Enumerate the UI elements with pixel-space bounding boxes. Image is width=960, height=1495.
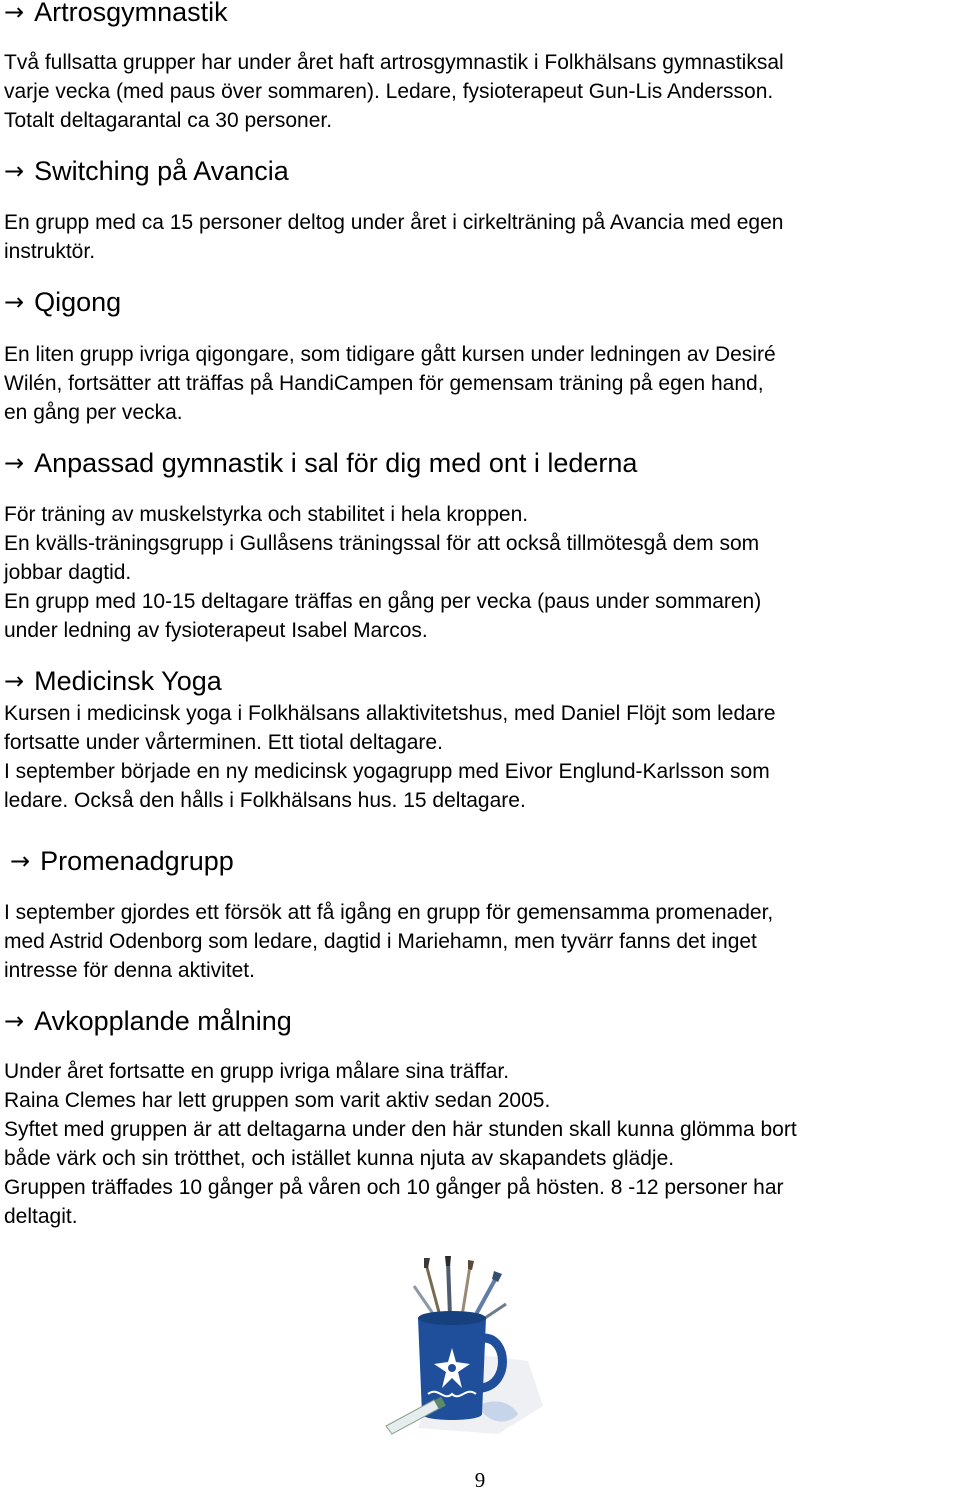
body-line: jobbar dagtid. [4, 561, 132, 584]
heading-text: Promenadgrupp [40, 846, 234, 876]
section-body-promenadgrupp [4, 898, 960, 985]
section-body-avkopplande-malning [4, 1057, 960, 1231]
section-heading-qigong [4, 286, 121, 318]
paintbrush-mug-watercolor-icon [378, 1256, 546, 1438]
arrow-right-icon: → [4, 1007, 25, 1035]
arrow-right-icon: → [4, 667, 25, 695]
body-line: intresse för denna aktivitet. [4, 959, 255, 982]
arrow-right-icon: → [4, 288, 25, 316]
body-line: Wilén, fortsätter att träffas på HandiCampen för gemensam träning på egen hand, [4, 372, 764, 395]
heading-text: Artrosgymnastik [34, 0, 228, 27]
section-body-medicinsk-yoga [4, 699, 960, 815]
heading-text: Anpassad gymnastik i sal för dig med ont i lederna [34, 448, 638, 478]
body-line: Två fullsatta grupper har under året haft artrosgymnastik i Folkhälsans gymnastiksal [4, 51, 784, 74]
body-line: För träning av muskelstyrka och stabilitet i hela kroppen. [4, 503, 529, 526]
body-line: under ledning av fysioterapeut Isabel Marcos. [4, 619, 428, 642]
section-body-switching [4, 208, 960, 266]
body-line: ledare. Också den hålls i Folkhälsans hus. 15 deltagare. [4, 789, 526, 812]
heading-text: Medicinsk Yoga [34, 666, 222, 696]
heading-text: Qigong [34, 287, 122, 317]
body-line: I september började en ny medicinsk yogagrupp med Eivor Englund-Karlsson som [4, 760, 770, 783]
section-heading-promenadgrupp [10, 845, 234, 877]
section-heading-anpassad-gymnastik [4, 447, 637, 479]
section-heading-artrosgymnastik [4, 0, 228, 28]
page-number: 9 [474, 1468, 486, 1492]
body-line: En grupp med ca 15 personer deltog under året i cirkelträning på Avancia med egen [4, 211, 784, 234]
section-heading-avkopplande-malning [4, 1005, 292, 1037]
arrow-right-icon: → [4, 0, 25, 26]
body-line: Syftet med gruppen är att deltagarna under den här stunden skall kunna glömma bort [4, 1118, 797, 1141]
body-line: varje vecka (med paus över sommaren). Ledare, fysioterapeut Gun-Lis Andersson. [4, 80, 774, 103]
body-line: Totalt deltagarantal ca 30 personer. [4, 109, 333, 132]
body-line: I september gjordes ett försök att få igång en grupp för gemensamma promenader, [4, 901, 774, 924]
heading-text: Avkopplande målning [34, 1006, 292, 1036]
body-line: instruktör. [4, 240, 96, 263]
section-body-anpassad-gymnastik [4, 500, 960, 645]
body-line: Raina Clemes har lett gruppen som varit aktiv sedan 2005. [4, 1089, 551, 1112]
body-line: en gång per vecka. [4, 401, 183, 424]
body-line: Under året fortsatte en grupp ivriga målare sina träffar. [4, 1060, 510, 1083]
arrow-right-icon: → [4, 157, 25, 185]
section-heading-medicinsk-yoga [4, 665, 222, 697]
body-line: fortsatte under vårterminen. Ett tiotal deltagare. [4, 731, 443, 754]
body-line: deltagit. [4, 1205, 78, 1228]
body-line: Kursen i medicinsk yoga i Folkhälsans allaktivitetshus, med Daniel Flöjt som ledare [4, 702, 776, 725]
body-line: Gruppen träffades 10 gånger på våren och 10 gånger på hösten. 8 -12 personer har [4, 1176, 784, 1199]
heading-text: Switching på Avancia [34, 156, 289, 186]
body-line: En liten grupp ivriga qigongare, som tidigare gått kursen under ledningen av Desiré [4, 343, 776, 366]
body-line: En kvälls-träningsgrupp i Gullåsens träningssal för att också tillmötesgå dem som [4, 532, 760, 555]
body-line: med Astrid Odenborg som ledare, dagtid i Mariehamn, men tyvärr fanns det inget [4, 930, 757, 953]
body-line: En grupp med 10-15 deltagare träffas en gång per vecka (paus under sommaren) [4, 590, 762, 613]
section-heading-switching [4, 155, 289, 187]
arrow-right-icon: → [4, 449, 25, 477]
section-body-artrosgymnastik [4, 48, 960, 135]
body-line: både värk och sin trötthet, och istället kunna njuta av skapandets glädje. [4, 1147, 675, 1170]
arrow-right-icon: → [10, 847, 31, 875]
section-body-qigong [4, 340, 960, 427]
